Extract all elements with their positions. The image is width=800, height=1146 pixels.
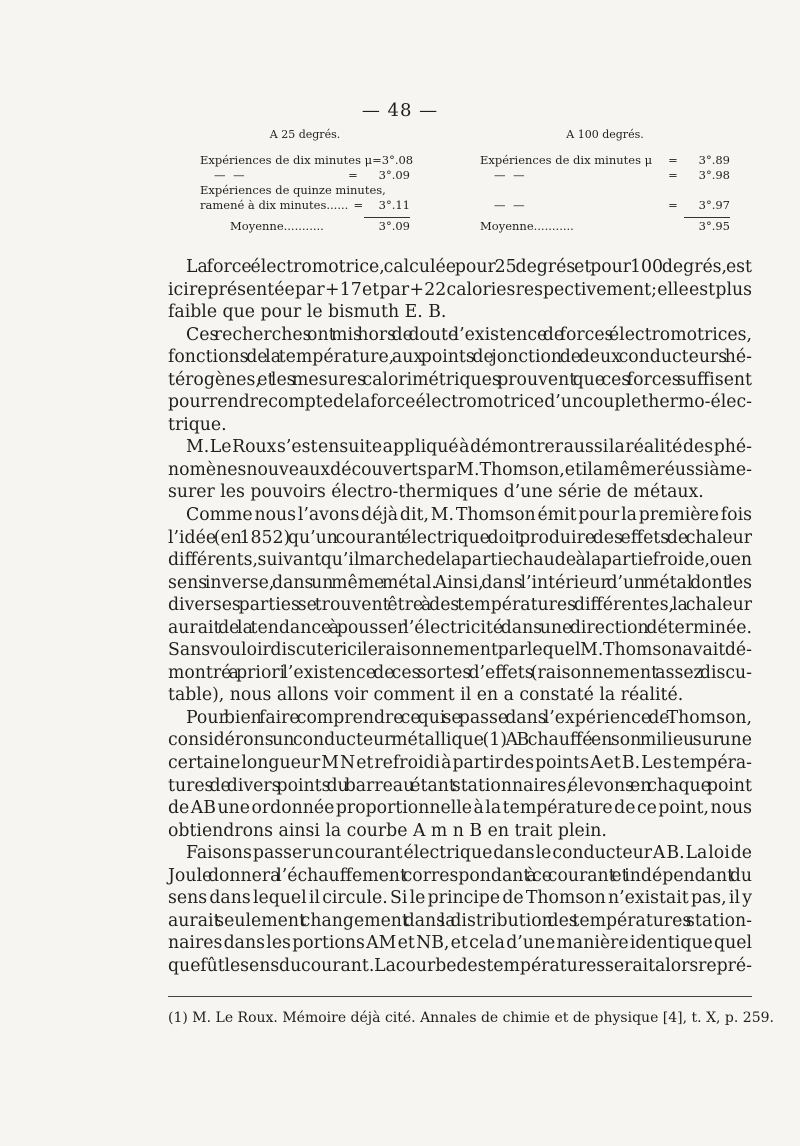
text-line: trique. [168, 414, 227, 435]
text-line: surer les pouvoirs électro-thermiques d’une série de métaux. [168, 482, 704, 503]
text-line: que fût le sens du courant. La courbe des températures serait alors repré- [168, 955, 752, 976]
table-row-mean: Moyenne........... 3°.95 [480, 219, 730, 233]
body-text [168, 256, 752, 978]
text-line: montré a priori l’existence de ces sortes d’effets (raisonnement assez discu- [168, 662, 752, 683]
text-line: aurait de la tendance à pousser l’électricité dans une direction déterminée. [168, 617, 752, 638]
text-line: térogènes, et les mesures calorimétriques prouvent que ces forces suffisent [168, 369, 752, 390]
text-line: ici représentée par + 17 et par + 22 calories respectivement; elle est plus [168, 279, 752, 300]
text-line: Ces recherches ont mis hors de doute l’existence de forces électromotrices, [186, 324, 752, 345]
text-line: table), nous allons voir comment il en a constaté la réalité. [168, 685, 684, 706]
text-line: de AB une ordonnée proportionnelle à la température de ce point, nous [168, 798, 752, 819]
table-heading: A 100 degrés. [566, 128, 644, 141]
text-line: considérons un conducteur métallique (1) A B chauffé en son milieu sur une [168, 730, 752, 751]
text-line: fonctions de la température, aux points de jonction de deux conducteurs hé- [168, 347, 752, 368]
table-100-degrees [480, 128, 730, 232]
text-line: différents, suivant qu’il marche de la partie chaude à la partie froide, ou en [168, 550, 752, 571]
table-row-mean: Moyenne........... 3°.09 [230, 219, 410, 233]
text-line: obtiendrons ainsi la courbe A m n B en trait plein. [168, 820, 607, 841]
text-line: Joule donnera l’échauffement correspondant à ce courant et indépendant du [168, 865, 752, 886]
text-line: certaine longueur M N et refroidi à partir des points A et B. Les tempéra- [168, 753, 752, 774]
table-row: — — = 3°.97 [494, 198, 730, 212]
measurement-tables [0, 128, 800, 248]
table-row: Expériences de quinze minutes, [200, 183, 386, 197]
table-row: — — = 3°.98 [494, 168, 730, 182]
table-row: — — = 3°.09 [214, 168, 410, 182]
table-heading: A 25 degrés. [269, 128, 341, 141]
text-line: Comme nous l’avons déjà dit, M. Thomson émit pour la première fois [186, 505, 752, 526]
text-line: l’idée (en 1852) qu’un courant électrique doit produire des effets de chaleur [168, 527, 752, 548]
table-25-degrees [200, 128, 414, 233]
table-row: Expériences de dix minutes μ = 3°.08 [200, 153, 414, 167]
text-line: Pour bien faire comprendre ce qui se passe dans l’expérience de Thomson, [186, 707, 752, 728]
text-line: tures de divers points du barreau étant stationnaires, élevons en chaque point [168, 775, 752, 796]
table-row: Expériences de dix minutes μ = 3°.89 [480, 153, 730, 167]
footnote: (1) M. Le Roux. Mémoire déjà cité. Annales de chimie et de physique [4], t. X, p. 259. [168, 1010, 774, 1026]
text-line: Faisons passer un courant électrique dans le conducteur A B. La loi de [186, 843, 752, 864]
text-line: sens dans lequel il circule. Si le principe de Thomson n’existait pas, il y [168, 888, 752, 909]
text-line: nomènes nouveaux découverts par M. Thomson, et il a même réussi à me- [168, 459, 752, 480]
text-line: La force électromotrice, calculée pour 25 degrés et pour 100 degrés, est [186, 257, 752, 277]
table-row: ramené à dix minutes...... = 3°.11 [200, 198, 410, 212]
text-line: Sans vouloir discuter ici le raisonnement par lequel M. Thomson avait dé- [168, 640, 752, 661]
text-line: pour rendre compte de la force électromotrice d’un couple thermo-élec- [168, 392, 752, 413]
text-line: faible que pour le bismuth E. B. [168, 302, 447, 323]
text-line: naires dans les portions AM et NB, et cela d’une manière identique quel [168, 933, 752, 954]
page-number: — 48 — [361, 100, 439, 121]
footnote-divider [168, 996, 752, 997]
text-line: aurait seulement changement dans la distribution des températures station- [168, 910, 752, 931]
text-line: M. Le Roux s’est ensuite appliqué à démontrer aussi la réalité des phé- [186, 437, 752, 458]
text-line: diverses parties se trouvent être à des températures différentes, la chaleur [168, 595, 752, 616]
text-line: sens inverse, dans un même métal. Ainsi, dans l’intérieur d’un métal dont les [168, 572, 752, 593]
table-spacer [480, 183, 730, 198]
